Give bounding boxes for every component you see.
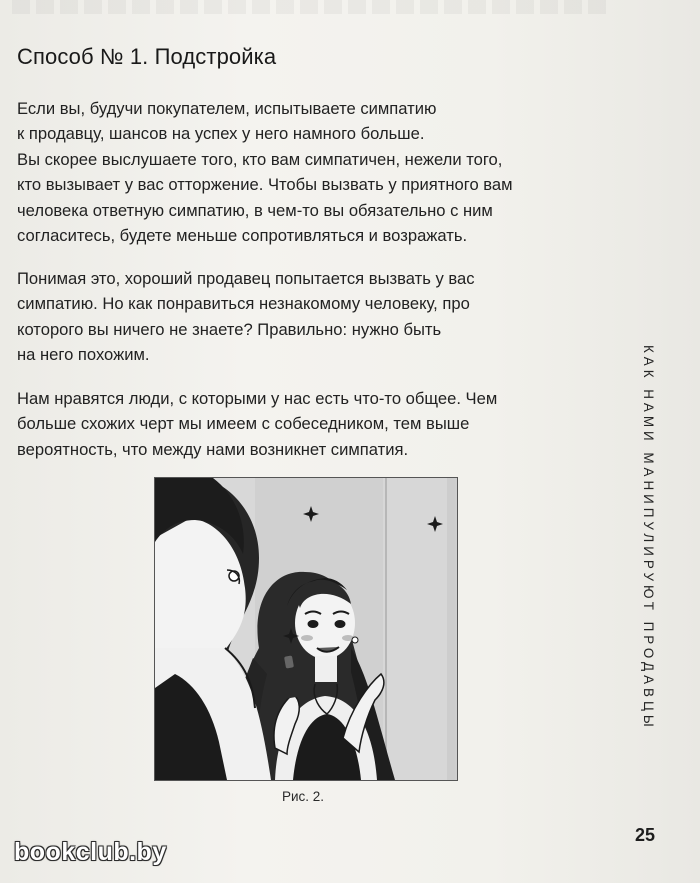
text-line: вероятность, что между нами возникнет симпатия.: [17, 439, 409, 459]
show-through-text: [12, 0, 612, 14]
paragraph-3: [17, 386, 602, 462]
running-title: КАК НАМИ МАНИПУЛИРУЮТ ПРОДАВЦЫ: [641, 345, 656, 731]
paragraph-1: [17, 96, 602, 248]
text-line: симпатию. Но как понравиться незнакомому человеку, про: [17, 294, 470, 314]
text-line: Вы скорее выслушаете того, кто вам симпатичен, нежели того,: [17, 149, 503, 169]
text-line: человека ответную симпатию, в чем-то вы обязательно с ним: [17, 200, 493, 220]
section-heading: Способ № 1. Подстройка: [17, 44, 277, 69]
text-line: кто вызывает у вас отторжение. Чтобы вызвать у приятного вам: [17, 175, 513, 195]
text-line: которого вы ничего не знаете? Правильно: нужно быть: [17, 319, 442, 339]
watermark-logo: bookclub.by: [14, 838, 167, 866]
text-line: согласитесь, будете меньше сопротивляться и возражать.: [17, 226, 468, 246]
page-number: 25: [635, 825, 656, 845]
text-line: к продавцу, шансов на успех у него намного больше.: [17, 124, 425, 144]
text-line: на него похожим.: [17, 345, 150, 365]
text-line: Если вы, будучи покупателем, испытываете симпатию: [17, 99, 437, 118]
text-line: больше схожих черт мы имеем с собеседником, тем выше: [17, 414, 470, 434]
paragraph-2: [17, 266, 602, 368]
figure-caption: Рис. 2.: [282, 789, 325, 804]
text-line: Понимая это, хороший продавец попытается вызвать у вас: [17, 269, 475, 288]
mirror-illustration: [154, 477, 458, 781]
illustration-svg: [155, 478, 457, 780]
text-line: Нам нравятся люди, с которыми у нас есть что-то общее. Чем: [17, 389, 498, 408]
